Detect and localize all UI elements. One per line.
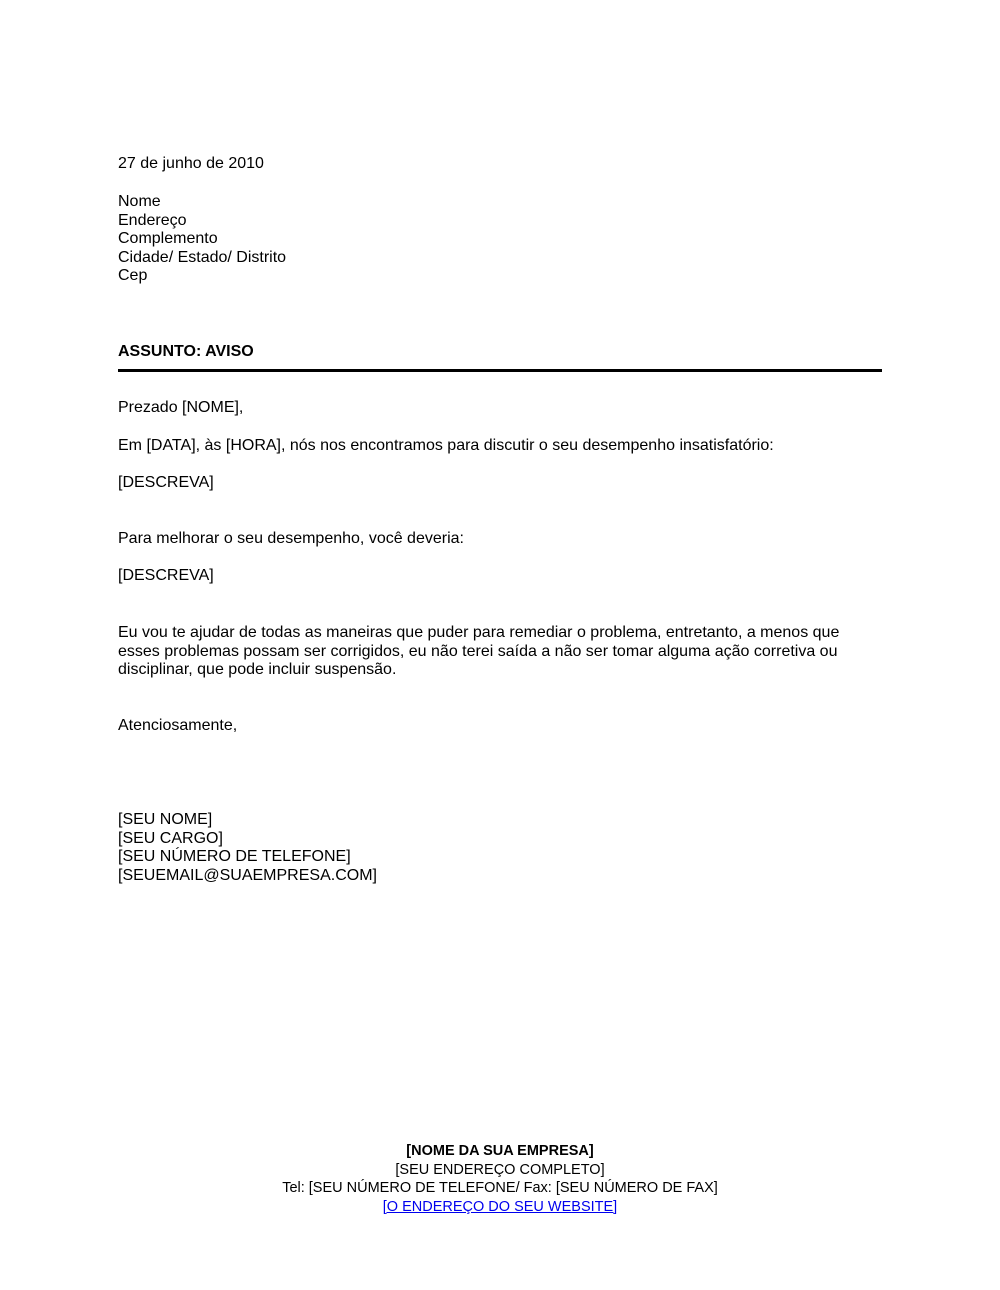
meeting-paragraph: Em [DATA], às [HORA], nós nos encontramos para discutir o seu desempenho insatisfatório:	[118, 437, 774, 454]
signature-title: [SEU CARGO]	[118, 829, 223, 847]
help-paragraph-line: Eu vou te ajudar de todas as maneiras que puder para remediar o problema, entretanto, a menos que	[118, 624, 840, 641]
signature-phone: [SEU NÚMERO DE TELEFONE]	[118, 848, 351, 866]
recipient-address: Endereço	[118, 211, 187, 229]
improve-paragraph: Para melhorar o seu desempenho, você deveria:	[118, 530, 464, 547]
help-paragraph	[118, 624, 839, 680]
footer-contact: Tel: [SEU NÚMERO DE TELEFONE/ Fax: [SEU NÚMERO DE FAX]	[282, 1180, 718, 1197]
recipient-complement: Complemento	[118, 230, 218, 248]
recipient-name: Nome	[118, 193, 161, 210]
help-paragraph-line: disciplinar, que pode incluir suspensão.	[118, 661, 397, 679]
company-footer	[0, 1142, 1000, 1216]
footer-address: [SEU ENDEREÇO COMPLETO]	[395, 1161, 605, 1178]
recipient-block	[118, 193, 286, 286]
describe-placeholder-2: [DESCREVA]	[118, 567, 214, 584]
help-paragraph-line: esses problemas possam ser corrigidos, eu não terei saída a não ser tomar alguma ação corretiva ou	[118, 642, 838, 660]
signature-email: [SEUEMAIL@SUAEMPRESA.COM]	[118, 866, 377, 884]
footer-website-link[interactable]: [O ENDEREÇO DO SEU WEBSITE]	[382, 1198, 618, 1215]
recipient-city-state-district: Cidade/ Estado/ Distrito	[118, 248, 287, 266]
describe-placeholder-1: [DESCREVA]	[118, 474, 214, 491]
signature-name: [SEU NOME]	[118, 811, 213, 828]
salutation: Prezado [NOME],	[118, 399, 244, 416]
letter-date: 27 de junho de 2010	[118, 155, 264, 172]
footer-company-name: [NOME DA SUA EMPRESA]	[406, 1143, 594, 1159]
subject-divider	[118, 369, 882, 372]
recipient-zip: Cep	[118, 267, 148, 285]
closing: Atenciosamente,	[118, 717, 238, 734]
signature-block	[118, 811, 377, 885]
subject-heading: ASSUNTO: AVISO	[118, 343, 254, 360]
